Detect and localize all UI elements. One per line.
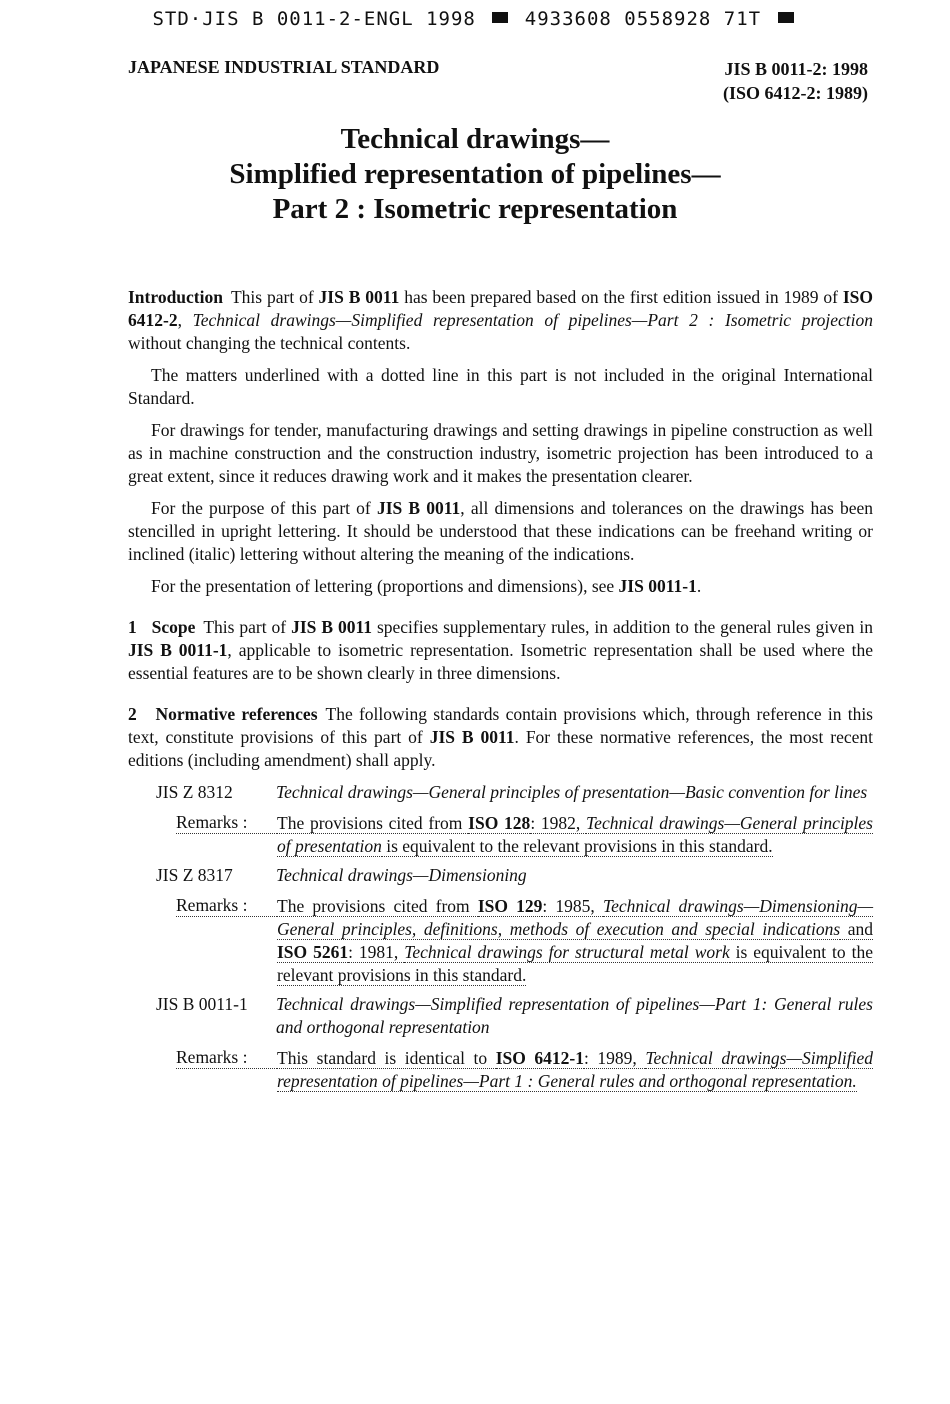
scope-number: 1 [128, 617, 137, 637]
normative-number: 2 [128, 704, 137, 724]
text-run: JIS B 0011 [318, 287, 400, 307]
text-run: , all dimensions and tolerances on the drawings has been stencilled in upright lettering. It should be understood that these indications can be freehand writing or inclined (italic) lettering without altering the meaning of the indications. [128, 498, 873, 564]
text-run: The following standards contain provisions which, through reference in this text, constitute provisions of this part of [128, 704, 873, 747]
text-run: , [177, 310, 193, 330]
text-run: The provisions cited from [277, 896, 478, 916]
text-run: JIS B 0011 [429, 727, 515, 747]
normative-heading: Normative references [155, 704, 318, 724]
text-run: specifies supplementary rules, in addition to the general rules given in [372, 617, 874, 637]
iso-number: (ISO 6412-2: 1989) [723, 83, 868, 103]
text-run: JIS B 0011-1 [128, 640, 228, 660]
text-run: has been prepared based on the first edition issued in 1989 of [399, 287, 843, 307]
intro-paragraph-4 [128, 497, 873, 566]
text-run: For the purpose of this part of [151, 498, 377, 518]
text-run: Technical drawings—Simplified representation of pipelines—Part 1 : General rules and orthogonal representation. [277, 1048, 873, 1091]
text-run: : 1985, [542, 896, 603, 916]
stamp-right-text: 4933608 0558928 71T [524, 8, 762, 30]
stamp-block-mark [492, 12, 508, 23]
stamp-left-text: STD·JIS B 0011-2-ENGL 1998 [152, 8, 476, 30]
text-run: Technical drawings—Dimensioning—General principles, definitions, methods of execution and special indications [277, 896, 874, 939]
standard-number-block [723, 57, 868, 105]
title-line-3: Part 2 : Isometric representation [272, 193, 678, 225]
title-line-1: Technical drawings— [340, 123, 610, 155]
intro-paragraph-5 [128, 575, 873, 598]
reference-remark [176, 812, 873, 858]
standard-header-label: JAPANESE INDUSTRIAL STANDARD [128, 57, 440, 77]
reference-title: Technical drawings—General principles of presentation—Basic convention for lines [276, 782, 868, 802]
text-run: . [696, 576, 702, 596]
intro-paragraph-1 [128, 286, 873, 355]
text-run: and [840, 919, 873, 939]
text-run: ISO 128 [468, 813, 531, 833]
text-run: is equivalent to the relevant provisions in this standard. [277, 942, 873, 985]
reference-remark [176, 1047, 873, 1093]
text-run: JIS B 0011 [376, 498, 461, 518]
reference-entry [156, 781, 873, 804]
remark-text [277, 1047, 873, 1093]
reference-code: JIS Z 8312 [156, 782, 233, 802]
text-run: Technical drawings for structural metal work [404, 942, 730, 962]
text-run: ISO 6412-1 [495, 1048, 584, 1068]
text-run: without changing the technical contents. [128, 333, 411, 353]
catalog-stamp [0, 8, 950, 30]
text-run: This part of [230, 287, 319, 307]
text-run: This standard is identical to [277, 1048, 496, 1068]
intro-heading: Introduction [128, 287, 223, 307]
text-run: Technical drawings—Simplified representation of pipelines—Part 2 : Isometric projection [192, 310, 873, 330]
reference-title: Technical drawings—Simplified representation of pipelines—Part 1: General rules and orthogonal representation [276, 994, 873, 1037]
intro-paragraph-2: The matters underlined with a dotted line in this part is not included in the original International Standard. [128, 365, 873, 408]
jis-number: JIS B 0011-2: 1998 [724, 59, 868, 79]
remark-text [277, 895, 873, 987]
text-run: . For these normative references, the most recent editions (including amendment) shall apply. [128, 727, 873, 770]
reference-entry [156, 864, 873, 887]
remark-label: Remarks : [176, 895, 277, 917]
text-run: JIS 0011-1 [618, 576, 697, 596]
remark-label: Remarks : [176, 812, 277, 834]
document-title [0, 122, 950, 227]
remark-text [277, 812, 873, 858]
reference-entry [156, 993, 873, 1039]
text-run: : 1982, [530, 813, 587, 833]
reference-remark [176, 895, 873, 987]
stamp-block-mark [778, 12, 794, 23]
reference-code: JIS B 0011-1 [156, 994, 248, 1014]
normative-references-section [128, 703, 873, 772]
text-run: For the presentation of lettering (proportions and dimensions), see [151, 576, 619, 596]
text-run: The provisions cited from [277, 813, 469, 833]
text-run: : 1989, [584, 1048, 646, 1068]
scope-section [128, 616, 873, 685]
text-run: is equivalent to the relevant provisions in this standard. [381, 836, 773, 856]
text-run: ISO 129 [477, 896, 543, 916]
text-run: , applicable to isometric representation. Isometric representation shall be used where the essential features are to be shown clearly in three dimensions. [128, 640, 874, 683]
reference-code: JIS Z 8317 [156, 865, 233, 885]
text-run: JIS B 0011 [291, 617, 372, 637]
text-run: : 1981, [348, 942, 405, 962]
reference-title: Technical drawings—Dimensioning [276, 865, 527, 885]
intro-paragraph-3: For drawings for tender, manufacturing drawings and setting drawings in pipeline construction as well as in machine construction and the construction industry, isometric projection has been introduced to a great extent, since it reduces drawing work and it makes the presentation clearer. [128, 420, 873, 486]
scope-heading: Scope [151, 617, 196, 637]
remark-label: Remarks : [176, 1047, 277, 1069]
text-run: Technical drawings—General principles of presentation [277, 813, 873, 856]
document-body [128, 286, 873, 1093]
text-run: ISO 5261 [277, 942, 349, 962]
title-line-2: Simplified representation of pipelines— [229, 158, 721, 190]
text-run: ISO 6412-2 [128, 287, 874, 330]
text-run: This part of [203, 617, 292, 637]
